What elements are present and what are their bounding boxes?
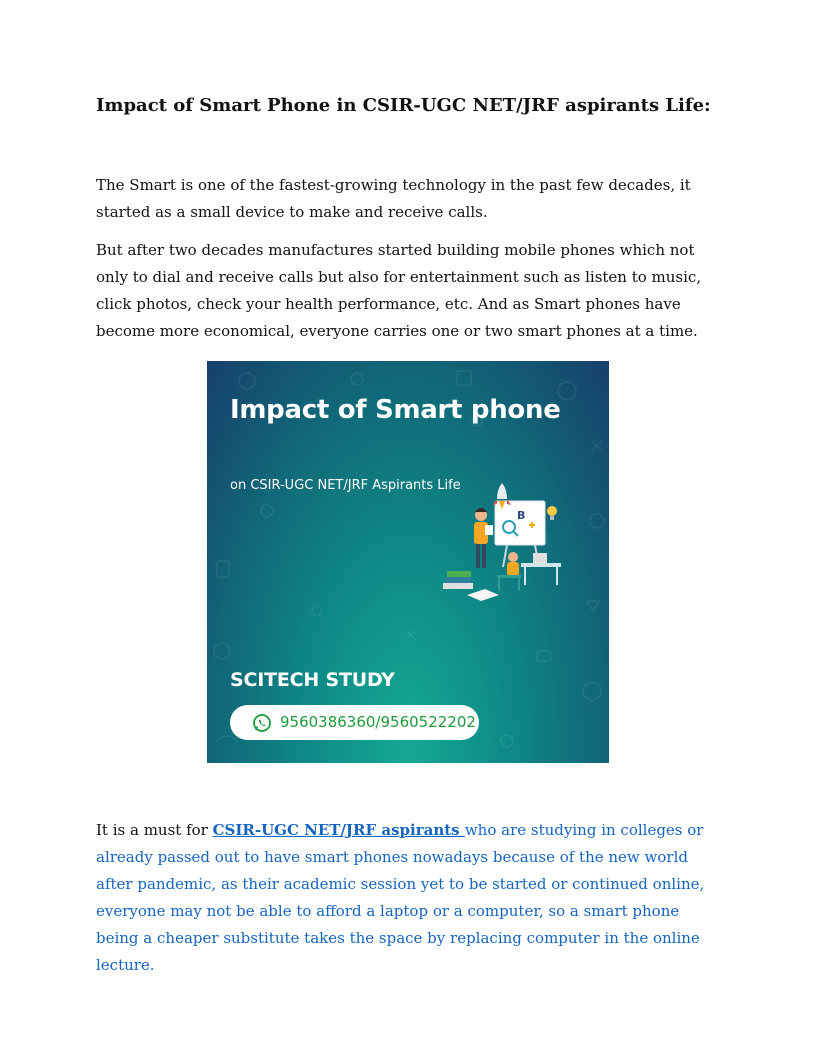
teacher-illustration [437, 479, 577, 609]
phone-numbers: 9560386360/9560522202 [280, 713, 476, 731]
whatsapp-icon [252, 713, 272, 733]
paragraph-aspirants [96, 817, 720, 979]
board-letter: B [517, 509, 526, 522]
paragraph-history: But after two decades manufactures started building mobile phones which not only to dial and receive calls but also for entertainment such as listen to music, click photos, check your health performance, etc. And as Smart phones have become more economical, everyone carries one or two smart phones at a time. [96, 241, 702, 340]
banner-title: Impact of Smart phone [230, 395, 561, 425]
banner-subtitle: on CSIR-UGC NET/JRF Aspirants Life [230, 478, 461, 493]
promo-banner-image [207, 361, 609, 763]
paragraph-rest: who are studying in colleges or already passed out to have smart phones nowadays because of the new world after pandemic, as their academic session yet to be started or continued online, everyone may not be able to afford a laptop or a computer, so a smart phone being a cheaper substitute takes the space by replacing computer in the online lecture. [96, 821, 705, 974]
aspirants-link[interactable]: CSIR-UGC NET/JRF aspirants [212, 821, 465, 839]
paragraph-lead: It is a must for [96, 821, 213, 839]
books-icon [443, 571, 499, 601]
page-title: Impact of Smart Phone in CSIR-UGC NET/JRF aspirants Life: [96, 95, 711, 116]
banner-brand: SCITECH STUDY [230, 669, 395, 691]
paragraph-intro: The Smart is one of the fastest-growing technology in the past few decades, it started as a small device to make and receive calls. [96, 176, 691, 221]
phone-contact-pill [230, 705, 479, 740]
